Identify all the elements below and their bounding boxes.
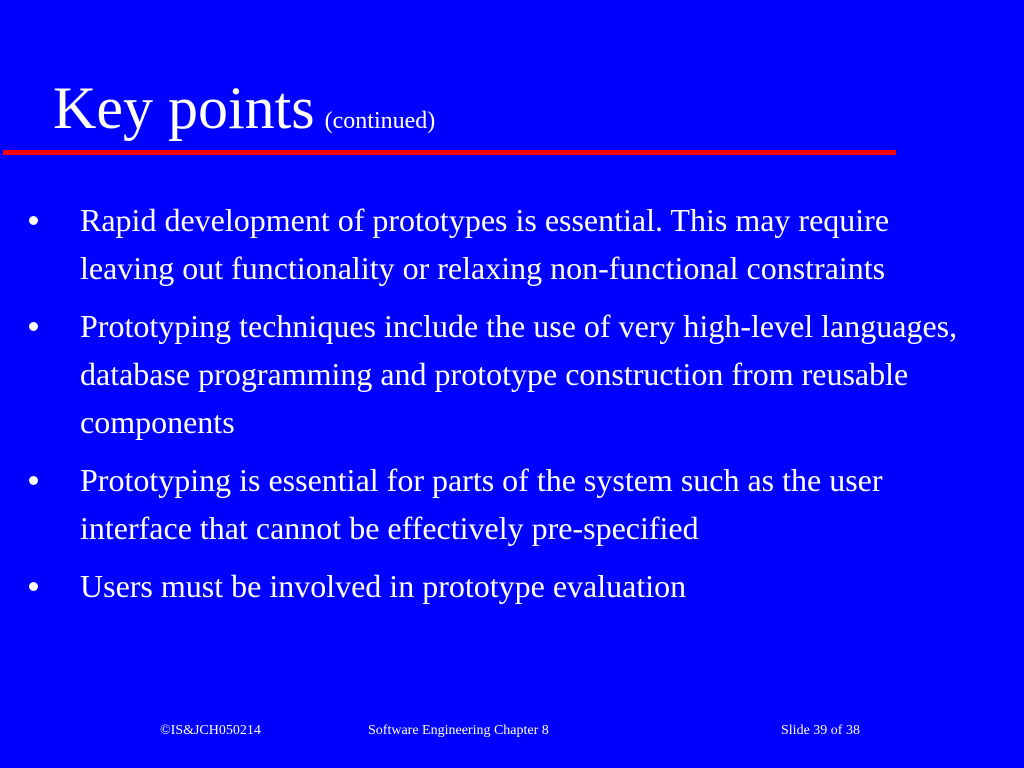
title-suffix: (continued) bbox=[324, 108, 436, 134]
bullet-dot-icon bbox=[29, 582, 38, 591]
title-underline bbox=[3, 150, 896, 155]
bullet-text: Prototyping techniques include the use of very high-level languages, database programming and prototype construction from reusable components bbox=[80, 308, 958, 440]
footer-course: Software Engineering Chapter 8 bbox=[368, 723, 549, 738]
title-text: Key points bbox=[53, 75, 315, 141]
bullet-item bbox=[0, 302, 985, 446]
bullet-item bbox=[0, 562, 985, 610]
slide-title bbox=[53, 75, 436, 141]
bullet-text: Users must be involved in prototype evaluation bbox=[80, 568, 687, 604]
footer-slide-number: Slide 39 of 38 bbox=[781, 723, 860, 738]
bullet-dot-icon bbox=[29, 476, 38, 485]
bullet-dot-icon bbox=[29, 322, 38, 331]
bullet-list bbox=[0, 196, 1024, 620]
bullet-dot-icon bbox=[29, 216, 38, 225]
bullet-item bbox=[0, 456, 985, 552]
footer-copyright: ©IS&JCH050214 bbox=[160, 723, 261, 738]
bullet-text: Prototyping is essential for parts of the system such as the user interface that cannot be effectively pre-specified bbox=[80, 462, 883, 546]
bullet-text: Rapid development of prototypes is essential. This may require leaving out functionality or relaxing non-functional constraints bbox=[80, 202, 890, 286]
bullet-item bbox=[0, 196, 985, 292]
